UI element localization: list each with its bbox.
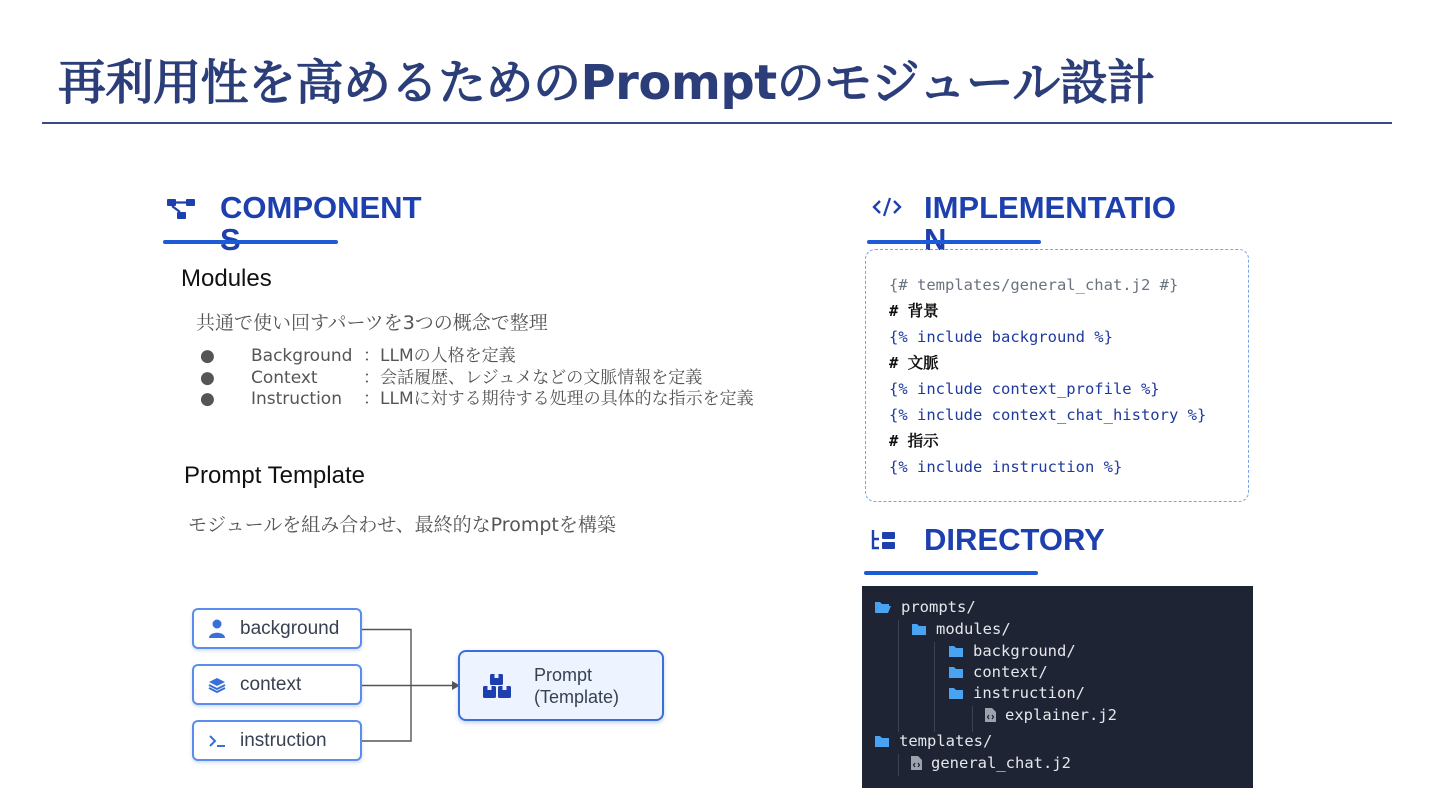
modules-description: 共通で使い回すパーツを3つの概念で整理 (196, 312, 548, 334)
tree-label: instruction/ (973, 684, 1085, 702)
code-line: # 指示 (889, 432, 939, 450)
module-label: background (240, 617, 340, 639)
implementation-underline (867, 240, 1041, 244)
terminal-icon (194, 734, 240, 748)
template-label-line: (Template) (534, 686, 620, 707)
template-label (534, 664, 619, 708)
module-context (192, 664, 362, 705)
tree-label: background/ (973, 642, 1076, 660)
directory-tree (862, 586, 1253, 788)
module-label: instruction (240, 729, 327, 751)
layers-icon (194, 677, 240, 693)
folder-icon (948, 645, 964, 658)
tree-guide (934, 642, 935, 732)
file-code-icon (910, 755, 923, 771)
slide-title: 再利用性を高めるためのPromptのモジュール設計 (58, 55, 1155, 111)
tree-item-modules (911, 620, 1011, 638)
list-item: ● Context ：会話履歴、レジュメなどの文脈情報を定義 (200, 367, 703, 388)
bullet-name: Background (251, 346, 353, 366)
diagram-connectors (360, 620, 460, 750)
bullet-name: Instruction (251, 389, 342, 409)
tree-item-templates (874, 732, 992, 750)
code-line: # 背景 (889, 302, 939, 320)
directory-heading: DIRECTORY (924, 522, 1105, 557)
code-line: {% include context_chat_history %} (889, 406, 1207, 424)
tree-guide (898, 754, 899, 776)
tree-guide (898, 620, 899, 732)
implementation-heading: IMPLEMENTATIO (924, 190, 1176, 225)
template-description: モジュールを組み合わせ、最終的なPromptを構築 (188, 514, 616, 536)
code-line: {# templates/general_chat.j2 #} (889, 276, 1179, 294)
tree-item-prompts (874, 598, 976, 616)
code-icon (872, 196, 902, 218)
template-heading: Prompt Template (184, 462, 365, 489)
bullet-desc: ：LLMの人格を定義 (363, 346, 516, 366)
tree-label: modules/ (936, 620, 1011, 638)
component-list (196, 346, 754, 411)
module-instruction (192, 720, 362, 761)
code-line: {% include instruction %} (889, 458, 1123, 476)
module-background (192, 608, 362, 649)
tree-label: general_chat.j2 (931, 754, 1071, 772)
folder-icon (948, 687, 964, 700)
sitemap-icon (166, 197, 196, 221)
code-line: # 文脈 (889, 354, 939, 372)
list-item: ● Background ：LLMの人格を定義 (200, 346, 516, 366)
tree-label: templates/ (899, 732, 993, 750)
folder-icon (911, 623, 927, 636)
tree-label: explainer.j2 (1005, 706, 1117, 724)
tree-item-instruction (948, 684, 1085, 702)
directory-underline (864, 571, 1038, 575)
tree-label: context/ (973, 663, 1048, 681)
list-item: ● Instruction ：LLMに対する期待する処理の具体的な指示を定義 (200, 389, 754, 409)
bullet-name: Context (251, 367, 318, 388)
folder-icon (948, 666, 964, 679)
folder-icon (874, 735, 890, 748)
code-line: {% include context_profile %} (889, 380, 1160, 398)
bullet-desc: ：会話履歴、レジュメなどの文脈情報を定義 (363, 367, 703, 388)
tree-guide (972, 706, 973, 732)
file-code-icon (984, 707, 997, 723)
components-underline (163, 240, 338, 244)
components-heading: COMPONENT (220, 190, 422, 225)
prompt-template-box (458, 650, 664, 721)
bullet-desc: ：LLMに対する期待する処理の具体的な指示を定義 (363, 389, 754, 409)
folder-open-icon (874, 600, 892, 614)
code-lines (889, 272, 1206, 480)
code-line: {% include background %} (889, 328, 1113, 346)
module-label: context (240, 673, 302, 695)
tree-item-general-chat (910, 754, 1071, 772)
template-label-line: Prompt (534, 664, 593, 685)
title-divider (42, 122, 1392, 124)
tree-item-background (948, 642, 1076, 660)
tree-item-context (948, 663, 1048, 681)
modules-heading: Modules (181, 265, 272, 292)
tree-label: prompts/ (901, 598, 976, 616)
cubes-icon (460, 673, 534, 699)
user-icon (194, 619, 240, 639)
folder-tree-icon (870, 529, 896, 551)
tree-item-explainer (984, 706, 1117, 724)
